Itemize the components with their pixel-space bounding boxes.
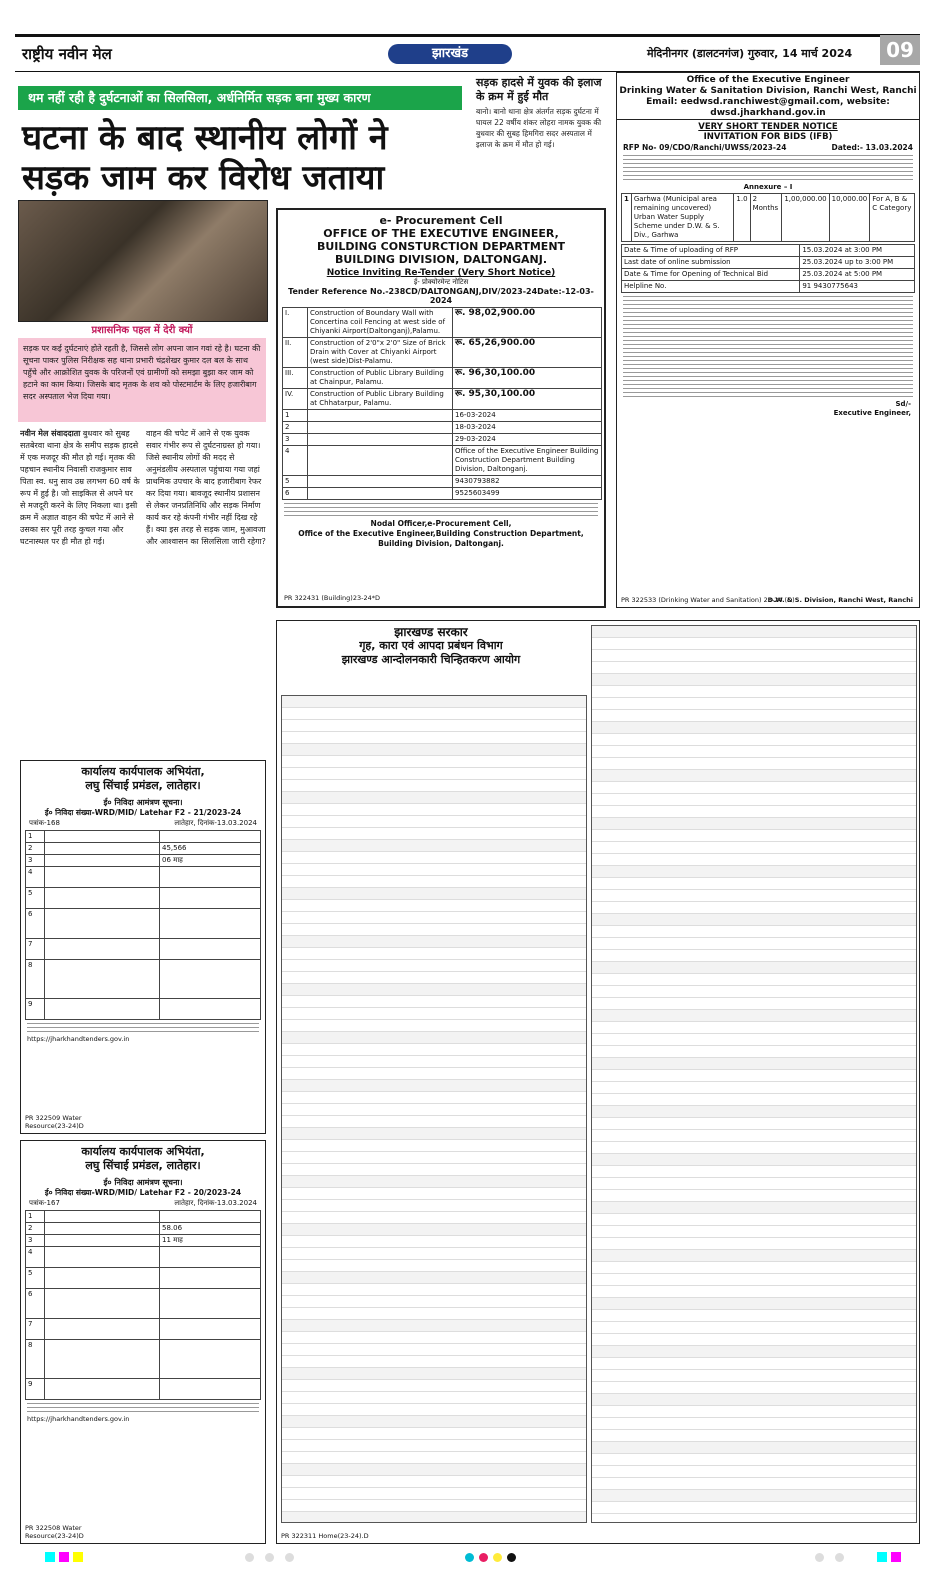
list-item (592, 746, 916, 758)
list-item (592, 1058, 916, 1070)
eproc-notice-hi: ई- प्रोक्योरमेन्ट नोटिस (413, 278, 469, 286)
home-t3: झारखण्ड आन्दोलनकारी चिन्हितकरण आयोग (341, 653, 521, 666)
list-item (592, 1178, 916, 1190)
ifb-annex: Annexure – I (743, 183, 793, 191)
list-item (592, 1382, 916, 1394)
list-item (592, 770, 916, 782)
list-item (282, 1416, 586, 1428)
table-row: Date & Time of uploading of RFP 15.03.2024 at 3:00 PM (622, 245, 915, 257)
highlight-paragraph: सड़क पर कई दुर्घटनाएं होते रहती है, जिससे लोग अपना जान गवां रहे है। घटना की सूचना पाकर पुलिस निरीक्षक सह थाना प्रभारी चंद्रशेखर कुमार दल बल के साथ पहुँचे और आक्रोशित युवक के परिजनों एवं ग्रामीणों को समझा बुझा कर जाम को हटाने का काम किया। जिसके बाद मृतक के शव को पोस्टमार्टम के लिए हजारीबाग सदर अस्पताल भेज दिया गया। (18, 338, 266, 422)
list-item (592, 866, 916, 878)
side-story-headline: सड़क हादसे में युवक की इलाज के क्रम में हुई मौत (476, 76, 602, 103)
list-item (282, 1044, 586, 1056)
list-item (282, 1308, 586, 1320)
yellow-swatch (73, 1552, 83, 1562)
list-item (282, 792, 586, 804)
list-item (282, 732, 586, 744)
story-headline: घटना के बाद स्थानीय लोगों ने सड़क जाम कर विरोध जताया (22, 118, 388, 198)
list-item (282, 1020, 586, 1032)
ifb-dated: Dated:- 13.03.2024 (831, 143, 913, 152)
list-item (592, 650, 916, 662)
list-item (282, 1032, 586, 1044)
list-item (282, 768, 586, 780)
list-item (592, 710, 916, 722)
home-t1: झारखण्ड सरकार (394, 625, 468, 639)
irr2-table (25, 1210, 261, 1400)
list-item (592, 806, 916, 818)
list-item (592, 854, 916, 866)
list-item (592, 662, 916, 674)
list-item (282, 1152, 586, 1164)
list-item (592, 686, 916, 698)
list-item (592, 1394, 916, 1406)
list-item (592, 842, 916, 854)
list-item (282, 1068, 586, 1080)
list-item (282, 1500, 586, 1512)
list-item (592, 638, 916, 650)
dateline: मेदिनीनगर (डालटनगंज) गुरुवार, 14 मार्च 2024 (647, 47, 853, 60)
list-item (282, 1476, 586, 1488)
home-pr: PR 322311 Home(23-24).D (281, 1532, 369, 1540)
irr1-site: https://jharkhandtenders.gov.in (27, 1035, 130, 1043)
list-item (592, 818, 916, 830)
list-item (592, 986, 916, 998)
list-item (592, 1370, 916, 1382)
list-item (592, 950, 916, 962)
list-item (282, 1104, 586, 1116)
irr2-sub: ई० निविदा आमंत्रण सूचना। (103, 1178, 183, 1187)
list-item (592, 1190, 916, 1202)
reg-dot (479, 1553, 488, 1562)
list-item (282, 1392, 586, 1404)
list-item (592, 734, 916, 746)
table-row: 3 11 माह (26, 1235, 261, 1247)
ifb-sign1: Sd/- (895, 400, 911, 408)
list-item (592, 1502, 916, 1514)
list-item (282, 708, 586, 720)
ifb-notice-sub: INVITATION FOR BIDS (IFB) (703, 132, 833, 142)
list-item (592, 698, 916, 710)
page-number: 09 (880, 35, 920, 65)
list-item (282, 1080, 586, 1092)
list-item (282, 804, 586, 816)
magenta-swatch (59, 1552, 69, 1562)
reg-dot (465, 1553, 474, 1562)
story-column-1 (20, 428, 140, 756)
ifb-rfp: RFP No- 09/CDO/Ranchi/UWSS/2023-24 (623, 143, 787, 152)
irr1-pr: PR 322509 Water Resource(23-24)D (25, 1114, 84, 1130)
list-item (592, 1478, 916, 1490)
list-item (282, 696, 586, 708)
list-item (592, 758, 916, 770)
list-item (282, 1464, 586, 1476)
list-item (282, 1188, 586, 1200)
ifb-notice-title: VERY SHORT TENDER NOTICE (698, 122, 838, 132)
list-item (282, 852, 586, 864)
list-item (282, 972, 586, 984)
home-t2: गृह, कारा एवं आपदा प्रबंधन विभाग (359, 639, 503, 652)
list-item (592, 674, 916, 686)
ifb-sign2: Executive Engineer, (833, 409, 911, 417)
table-row: 5 (26, 1268, 261, 1289)
list-item (282, 1440, 586, 1452)
list-item (592, 1406, 916, 1418)
list-item (592, 1262, 916, 1274)
table-row: IV. Construction of Public Library Building at Chhatarpur, Palamu. रू. 95,30,100.00 (283, 389, 602, 410)
eproc-title4: BUILDING DIVISION, DALTONGANJ. (334, 253, 548, 266)
list-item (592, 926, 916, 938)
list-item (592, 830, 916, 842)
irr1-patrank: पत्रांक-168 (29, 819, 60, 827)
ifb-pr: PR 322533 (Drinking Water and Sanitation) 23-24 (D) (621, 596, 795, 604)
side-story (476, 76, 606, 150)
eproc-pr: PR 322431 (Building)23-24*D (284, 594, 380, 602)
list-item (282, 1488, 586, 1500)
list-item (282, 936, 586, 948)
list-item (592, 1166, 916, 1178)
ifb-t3: Email: eedwsd.ranchiwest@gmail.com, website: dwsd.jharkhand.gov.in (646, 97, 890, 118)
irr2-site: https://jharkhandtenders.gov.in (27, 1415, 130, 1423)
table-row: 2 58.06 (26, 1223, 261, 1235)
list-item (282, 1320, 586, 1332)
list-item (282, 1140, 586, 1152)
list-item (282, 840, 586, 852)
photo-caption: प्रशासनिक पहल में देरी क्यों (91, 325, 193, 336)
table-row: 8 (26, 960, 261, 999)
list-item (282, 1512, 586, 1523)
table-row: 4 Office of the Executive Engineer Building Construction Department Building Division, Daltonganj. (283, 446, 602, 476)
list-item (282, 1008, 586, 1020)
list-item (592, 1094, 916, 1106)
list-item (282, 1356, 586, 1368)
list-item (282, 756, 586, 768)
list-item (592, 1442, 916, 1454)
list-item (282, 864, 586, 876)
table-row: 6 9525603499 (283, 488, 602, 500)
list-item (592, 962, 916, 974)
irr1-title1: कार्यालय कार्यपालक अभियंता, (81, 765, 205, 778)
print-registration-strip (15, 1550, 920, 1564)
list-item (282, 984, 586, 996)
table-row: 2 18-03-2024 (283, 422, 602, 434)
list-item (282, 1176, 586, 1188)
list-item (282, 1200, 586, 1212)
reg-dot (835, 1553, 844, 1562)
list-item (592, 1046, 916, 1058)
reg-dot (815, 1553, 824, 1562)
list-item (592, 1226, 916, 1238)
accident-photo (18, 200, 268, 322)
irr2-ref: ई० निविदा संख्या-WRD/MID/ Latehar F2 - 20/2023-24 (44, 1188, 242, 1197)
story-column-2: वाहन की चपेट में आने से एक युवक सवार गंभीर रूप से दुर्घटनाग्रस्त हो गया। जिसे स्थानीय लोगों की मदद से अनुमंडलीय अस्पताल पहुंचाया गया जहां प्राथमिक उपचार के बाद हजारीबाग रेफर कर दिया गया। बावजूद स्थानीय प्रशासन से लेकर जनप्रतिनिधि और सड़क निर्माण कार्य कर रहे कंपनी गंभीर नहीं दिख रहे हैं। क्या इस तरह से सड़क जाम, मुआवजा और आश्वासन का सिलसिला जारी रहेगा? (146, 429, 266, 546)
reg-dot (265, 1553, 274, 1562)
eproc-footer1: Nodal Officer,e-Procurement Cell, (370, 519, 512, 528)
list-item (282, 1332, 586, 1344)
list-item (592, 1034, 916, 1046)
list-item (592, 1418, 916, 1430)
ifb-t1: Office of the Executive Engineer (686, 75, 850, 85)
list-item (592, 1358, 916, 1370)
irr1-ref: ई० निविदा संख्या-WRD/MID/ Latehar F2 - 21/2023-24 (44, 808, 242, 817)
list-item (592, 1454, 916, 1466)
list-item (592, 1514, 916, 1523)
list-item (282, 1224, 586, 1236)
home-list-left (281, 695, 587, 1523)
story-para-1: बुधवार को सुबह सतबेरवा थाना क्षेत्र के समीप सड़क हादसे में एक मजदूर की मौत हो गई। मृतक की पहचान स्थानीय निवासी राजकुमार साव पिता स्व. धनु साव उम्र लगभग 60 वर्ष के रूप में हुई है। जो साइकिल से अपने घर से मजदूरी करने के लिए निकला था। इसी क्रम में अज्ञात वाहन की चपेट में आने से उसका सर पूरी तरह कुचल गया और घटनास्थल पर ही मौत हो गई। (20, 429, 140, 546)
irr1-sub: ई० निविदा आमंत्रण सूचना। (103, 798, 183, 807)
irr2-pr: PR 322508 Water Resource(23-24)D (25, 1524, 84, 1540)
irr2-date: लातेहार, दिनांक-13.03.2024 (174, 1199, 257, 1207)
table-row: 1 (26, 831, 261, 843)
list-item (282, 1380, 586, 1392)
list-item (592, 1130, 916, 1142)
newspaper-brand: राष्ट्रीय नवीन मेल (22, 45, 112, 63)
list-item (592, 794, 916, 806)
list-item (282, 1368, 586, 1380)
list-item (282, 996, 586, 1008)
list-item (592, 914, 916, 926)
table-row: 5 (26, 888, 261, 909)
list-item (592, 998, 916, 1010)
eproc-title1: e- Procurement Cell (379, 214, 503, 227)
list-item (592, 1466, 916, 1478)
irr1-table (25, 830, 261, 1020)
list-item (592, 1274, 916, 1286)
list-item (282, 816, 586, 828)
list-item (592, 1214, 916, 1226)
ifb-schedule (621, 244, 915, 293)
magenta-swatch (891, 1552, 901, 1562)
irr1-date: लातेहार, दिनांक-13.03.2024 (174, 819, 257, 827)
table-row: 3 29-03-2024 (283, 434, 602, 446)
list-item (282, 1236, 586, 1248)
irrigation-notice-2 (20, 1140, 266, 1544)
eproc-footer3: Building Division, Daltonganj. (378, 539, 504, 548)
irr2-title1: कार्यालय कार्यपालक अभियंता, (81, 1145, 205, 1158)
story-kicker: थम नहीं रही है दुर्घटनाओं का सिलसिला, अर्धनिर्मित सड़क बना मुख्य कारण (18, 86, 462, 110)
list-item (592, 1070, 916, 1082)
list-item (592, 1310, 916, 1322)
list-item (592, 1142, 916, 1154)
list-item (282, 1128, 586, 1140)
list-item (282, 1092, 586, 1104)
list-item (282, 1164, 586, 1176)
table-row: I. Construction of Boundary Wall with Concertina coil Fencing at west side of Chiyanki Airport(Daltonganj),Palamu. रू. 98,02,900.00 (283, 308, 602, 338)
list-item (592, 626, 916, 638)
table-row: 2 45,566 (26, 843, 261, 855)
irr2-patrank: पत्रांक-167 (29, 1199, 60, 1207)
table-row: 9 (26, 1379, 261, 1400)
list-item (592, 902, 916, 914)
eproc-footer2: Office of the Executive Engineer,Building Construction Department, (298, 529, 584, 538)
table-row: 5 9430793882 (283, 476, 602, 488)
list-item (592, 1082, 916, 1094)
table-row: III. Construction of Public Library Building at Chainpur, Palamu. रू. 96,30,100.00 (283, 368, 602, 389)
list-item (592, 1202, 916, 1214)
eproc-title2: OFFICE OF THE EXECUTIVE ENGINEER, (323, 227, 559, 240)
list-item (282, 1452, 586, 1464)
list-item (592, 722, 916, 734)
irr2-title2: लघु सिंचाई प्रमंडल, लातेहार। (85, 1159, 201, 1172)
cyan-swatch (45, 1552, 55, 1562)
table-row: Date & Time for Opening of Technical Bid 25.03.2024 at 5:00 PM (622, 269, 915, 281)
list-item (282, 876, 586, 888)
table-row: Helpline No. 91 9430775643 (622, 281, 915, 293)
table-row: II. Construction of 2'0"x 2'0" Size of Brick Drain with Cover at Chiyanki Airport (west side)Dist-Palamu. रू. 65,26,900.00 (283, 338, 602, 368)
table-row: 6 (26, 909, 261, 939)
reg-dot (285, 1553, 294, 1562)
list-item (282, 1404, 586, 1416)
list-item (282, 1260, 586, 1272)
list-item (592, 1010, 916, 1022)
home-dept-notice (276, 620, 920, 1544)
table-row: 9 (26, 999, 261, 1020)
cyan-swatch (877, 1552, 887, 1562)
list-item (592, 1298, 916, 1310)
list-item (592, 1106, 916, 1118)
list-item (592, 1346, 916, 1358)
table-row: 1 16-03-2024 (283, 410, 602, 422)
list-item (282, 960, 586, 972)
list-item (592, 1250, 916, 1262)
list-item (282, 1428, 586, 1440)
irrigation-notice-1 (20, 760, 266, 1134)
ifb-sign3: D.W. & S. Division, Ranchi West, Ranchi (767, 596, 913, 604)
table-row: 7 (26, 1319, 261, 1340)
ifb-t2: Drinking Water & Sanitation Division, Ranchi West, Ranchi (619, 86, 917, 96)
table-row: 1 Garhwa (Municipal area remaining uncovered) Urban Water Supply Scheme under D.W. & S. Div., Garhwa 1.0 2 Months 1,00,000.00 10,000.00 For A, B & C Category (622, 194, 915, 242)
list-item (282, 888, 586, 900)
ifb-table (621, 193, 915, 242)
irr1-title2: लघु सिंचाई प्रमंडल, लातेहार। (85, 779, 201, 792)
table-row: 3 06 माह (26, 855, 261, 867)
eproc-title3: BUILDING CONSTURCTION DEPARTMENT (316, 240, 566, 253)
list-item (282, 720, 586, 732)
story-byline: नवीन मेल संवाददाता (20, 429, 81, 438)
side-story-body: बानो। बानो थाना क्षेत्र अंतर्गत सड़क दुर्घटना में घायल 22 वर्षीय शंकर लोहरा नामक युवक की बुधवार की सुबह हिमगिरा सदर अस्पताल में इलाज के क्रम में मौत हो गई। (476, 107, 602, 149)
table-row: 6 (26, 1289, 261, 1319)
list-item (282, 1284, 586, 1296)
reg-dot (493, 1553, 502, 1562)
list-item (592, 974, 916, 986)
ifb-notice (616, 72, 920, 608)
eproc-notice: Notice Inviting Re-Tender (Very Short Notice) (326, 268, 556, 278)
list-item (592, 1322, 916, 1334)
list-item (592, 1286, 916, 1298)
list-item (592, 890, 916, 902)
table-row: 8 (26, 1340, 261, 1379)
section-label: झारखंड (388, 44, 512, 64)
reg-dot (245, 1553, 254, 1562)
table-row: 4 (26, 1247, 261, 1268)
list-item (592, 1022, 916, 1034)
list-item (282, 1296, 586, 1308)
list-item (282, 1344, 586, 1356)
list-item (592, 1154, 916, 1166)
list-item (282, 1116, 586, 1128)
list-item (592, 1118, 916, 1130)
eprocurement-notice (276, 208, 606, 608)
list-item (282, 780, 586, 792)
table-row: 1 (26, 1211, 261, 1223)
table-row: 7 (26, 939, 261, 960)
list-item (282, 912, 586, 924)
list-item (592, 782, 916, 794)
reg-dot (507, 1553, 516, 1562)
list-item (282, 948, 586, 960)
list-item (282, 744, 586, 756)
table-row: Last date of online submission 25.03.2024 up to 3:00 PM (622, 257, 915, 269)
list-item (592, 1238, 916, 1250)
list-item (282, 1056, 586, 1068)
list-item (282, 924, 586, 936)
list-item (282, 1248, 586, 1260)
list-item (592, 1490, 916, 1502)
list-item (592, 938, 916, 950)
eproc-ref: Tender Reference No.-238CD/DALTONGANJ,DIV/2023-24Date:-12-03-2024 (288, 287, 594, 305)
list-item (282, 900, 586, 912)
table-row: 4 (26, 867, 261, 888)
list-item (592, 878, 916, 890)
list-item (592, 1430, 916, 1442)
list-item (282, 1212, 586, 1224)
home-list-right (591, 625, 917, 1523)
list-item (282, 828, 586, 840)
list-item (592, 1334, 916, 1346)
eproc-table (282, 307, 602, 500)
list-item (282, 1272, 586, 1284)
